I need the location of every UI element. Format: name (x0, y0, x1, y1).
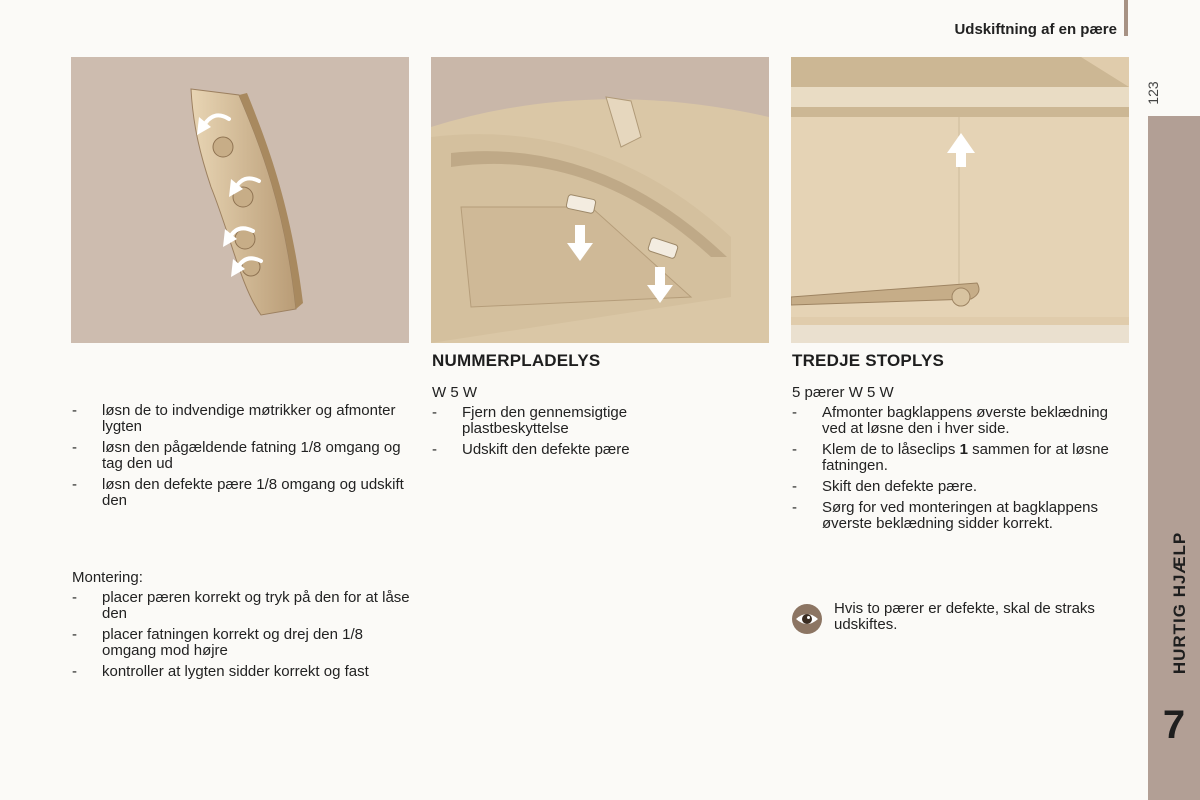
rear-lamp-illustration (71, 57, 409, 343)
list-bullet: - (792, 499, 797, 516)
list-item-text: Udskift den defekte pære (462, 441, 630, 458)
list-item-text: løsn de to indvendige møtrikker og afmonter lygten (102, 402, 396, 435)
list-item-text: løsn den pågældende fatning 1/8 omgang og tag den ud (102, 439, 401, 472)
list-item-text: placer fatningen korrekt og drej den 1/8 omgang mod højre (102, 626, 363, 659)
double-bulb-note: Hvis to pærer er defekte, skal de straks udskiftes. (834, 600, 1095, 633)
list-item-text: løsn den defekte pære 1/8 omgang og udskift den (102, 476, 404, 509)
list-bullet: - (792, 441, 797, 458)
eye-icon (791, 603, 823, 635)
list-item-text: placer pæren korrekt og tryk på den for at låse den (102, 589, 410, 622)
mounting-steps-list (72, 590, 412, 685)
list-item-text (822, 441, 1109, 474)
list-bullet: - (792, 478, 797, 495)
list-item-text: kontroller at lygten sidder korrekt og fast (102, 663, 369, 680)
third-brake-light-illustration (791, 57, 1129, 343)
list-item (792, 500, 1122, 532)
chapter-tab-label (1170, 520, 1190, 685)
list-bullet: - (72, 476, 77, 493)
list-item-text-end: sammen for at løsne fatningen. (822, 441, 1109, 474)
number-plate-steps-list (432, 405, 702, 463)
chapter-number: 7 (1162, 703, 1186, 747)
list-item (72, 590, 412, 622)
list-item (72, 440, 412, 472)
list-bullet: - (72, 402, 77, 419)
list-bullet: - (72, 589, 77, 606)
list-item-text: Fjern den gennemsigtige plastbeskyttelse (462, 404, 628, 437)
list-item (72, 627, 412, 659)
list-bullet: - (432, 441, 437, 458)
list-item (792, 479, 1122, 495)
mounting-heading: Montering: (72, 569, 143, 586)
number-plate-bulb-type: W 5 W (432, 384, 477, 401)
brake-light-bulb-type: 5 pærer W 5 W (792, 384, 894, 401)
header-divider (1124, 0, 1128, 36)
clip-reference-number: 1 (959, 441, 968, 458)
list-item (72, 403, 412, 435)
page-number: 123 (1145, 81, 1161, 105)
chapter-side-tab (1148, 116, 1200, 800)
list-item (432, 442, 702, 458)
list-item (72, 664, 412, 680)
list-bullet: - (792, 404, 797, 421)
list-item (72, 477, 412, 509)
removal-steps-list (72, 403, 412, 514)
list-item-text: Afmonter bagklappens øverste beklædning ved at løsne den i hver side. (822, 404, 1108, 437)
list-bullet: - (72, 439, 77, 456)
number-plate-light-illustration (431, 57, 769, 343)
list-item-text-start: Klem de to låseclips (822, 441, 960, 458)
number-plate-section-title: NUMMERPLADELYS (432, 351, 601, 370)
chapter-tab-text: HURTIG HJÆLP (1170, 531, 1189, 674)
brake-light-section-title: TREDJE STOPLYS (792, 351, 945, 370)
list-item-text: Skift den defekte pære. (822, 478, 978, 495)
list-item-text: Sørg for ved monteringen at bagklappens øverste beklædning sidder korrekt. (822, 499, 1098, 532)
list-item (792, 442, 1122, 474)
list-bullet: - (72, 663, 77, 680)
page-header-title: Udskiftning af en pære (954, 21, 1117, 38)
list-bullet: - (72, 626, 77, 643)
list-item (432, 405, 702, 437)
list-item (792, 405, 1122, 437)
list-bullet: - (432, 404, 437, 421)
brake-light-steps-list (792, 405, 1122, 537)
